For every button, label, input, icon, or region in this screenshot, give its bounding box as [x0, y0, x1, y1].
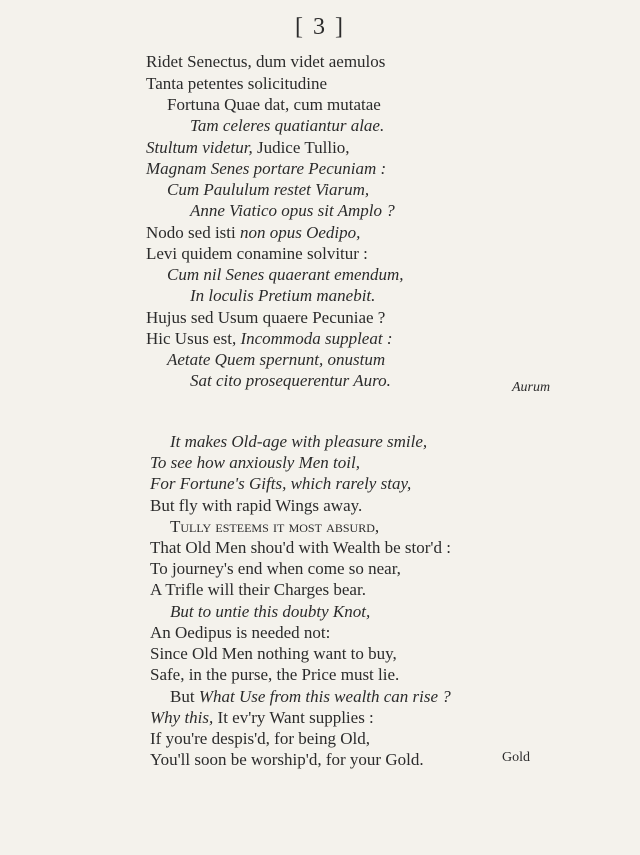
latin-line-7: Cum Paululum restet Viarum, — [167, 180, 370, 199]
catchword-english: Gold — [502, 750, 530, 765]
english-line-15: If you're despis'd, for being Old, — [150, 729, 370, 748]
english-line-11: Since Old Men nothing want to buy, — [150, 644, 397, 663]
latin-line-2: Tanta petentes solicitudine — [146, 74, 328, 93]
english-line-7: To journey's end when come so near, — [150, 559, 401, 578]
latin-line-4: Tam celeres quatiantur alae. — [190, 116, 385, 135]
latin-line-14 — [146, 329, 392, 349]
latin-line-8: Anne Viatico opus sit Amplo ? — [190, 201, 395, 220]
english-line-2: To see how anxiously Men toil, — [150, 453, 360, 472]
latin-line-10: Levi quidem conamine solvitur : — [146, 244, 368, 263]
english-line-13 — [170, 687, 451, 707]
english-line-13-roman: But — [170, 687, 199, 706]
english-line-14-roman: It ev'ry Want supplies : — [213, 708, 374, 727]
latin-line-16: Sat cito prosequerentur Auro. — [190, 371, 391, 390]
latin-line-5 — [146, 138, 350, 158]
latin-line-3: Fortuna Quae dat, cum mutatae — [167, 95, 381, 114]
english-line-13-italic: What Use from this wealth can rise ? — [198, 687, 451, 706]
english-line-8: A Trifle will their Charges bear. — [150, 580, 366, 599]
latin-line-5-italic: Stultum videtur, — [146, 138, 253, 157]
latin-line-13: Hujus sed Usum quaere Pecuniae ? — [146, 308, 386, 327]
english-line-14-italic: Why this, — [150, 708, 214, 727]
english-line-12: Safe, in the purse, the Price must lie. — [150, 665, 400, 684]
english-line-10: An Oedipus is needed not: — [150, 623, 331, 642]
latin-line-6: Magnam Senes portare Pecuniam : — [146, 159, 387, 178]
latin-line-9-roman: Nodo sed isti — [146, 223, 240, 242]
latin-line-14-italic: Incommoda suppleat : — [240, 329, 393, 348]
page-number: [ 3 ] — [295, 14, 345, 40]
english-line-9: But to untie this doubty Knot, — [170, 602, 371, 621]
english-line-5: Tully esteems it most absurd, — [170, 517, 380, 536]
latin-line-9-italic: non opus Oedipo, — [239, 223, 361, 242]
catchword-latin: Aurum — [512, 380, 551, 395]
latin-line-14-roman: Hic Usus est, — [146, 329, 241, 348]
english-line-4: But fly with rapid Wings away. — [150, 496, 363, 515]
english-line-14 — [150, 708, 374, 728]
latin-line-12: In loculis Pretium manebit. — [190, 286, 376, 305]
latin-line-11: Cum nil Senes quaerant emendum, — [167, 265, 404, 284]
latin-line-9 — [146, 223, 360, 243]
latin-line-15: Aetate Quem spernunt, onustum — [167, 350, 386, 369]
latin-line-1: Ridet Senectus, dum videt aemulos — [146, 52, 386, 71]
english-line-1: It makes Old-age with pleasure smile, — [170, 432, 428, 451]
english-line-16: You'll soon be worship'd, for your Gold. — [150, 750, 424, 769]
english-line-6: That Old Men shou'd with Wealth be stor'd : — [150, 538, 451, 557]
english-line-3: For Fortune's Gifts, which rarely stay, — [150, 474, 412, 493]
latin-line-5-roman: Judice Tullio, — [252, 138, 350, 157]
